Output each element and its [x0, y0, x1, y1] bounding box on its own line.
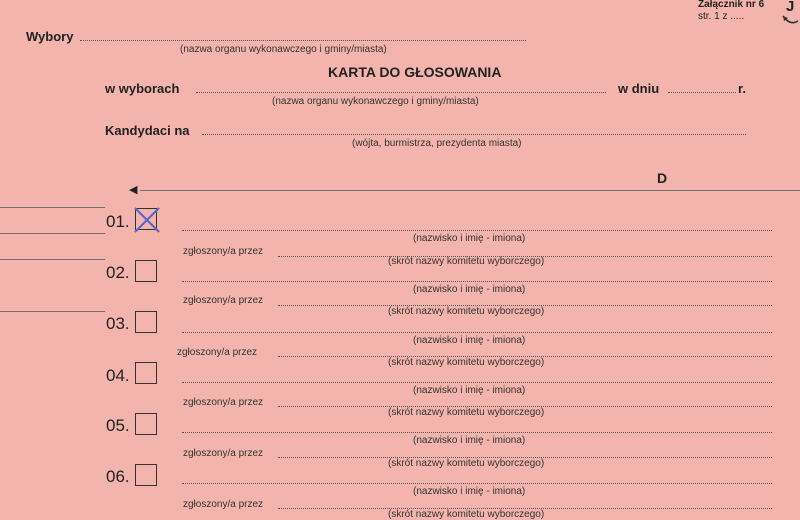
name-caption: (nazwisko i imię - imiona): [413, 284, 526, 295]
committee-caption: (skrót nazwy komitetu wyborczego): [388, 256, 545, 267]
name-caption: (nazwisko i imię - imiona): [413, 435, 526, 446]
candidate-name-field[interactable]: [182, 382, 772, 383]
candidates-caption: (wójta, burmistrza, prezydenta miasta): [352, 138, 522, 149]
candidate-number: 04.: [106, 366, 130, 385]
margin-line: [0, 207, 105, 208]
candidate-checkbox-3[interactable]: [135, 311, 157, 333]
candidate-number: 05.: [106, 416, 130, 435]
submitted-by-label: zgłoszony/a przez: [183, 295, 264, 306]
left-arrow-icon: ◀: [129, 184, 138, 196]
candidate-number: 06.: [106, 467, 130, 486]
candidate-checkbox-4[interactable]: [135, 362, 157, 384]
candidate-name-field[interactable]: [182, 332, 772, 333]
margin-line: [0, 259, 105, 260]
candidate-checkbox-2[interactable]: [135, 260, 157, 282]
candidate-number: 02.: [106, 263, 130, 282]
committee-caption: (skrót nazwy komitetu wyborczego): [388, 357, 545, 368]
submitted-by-label: zgłoszony/a przez: [183, 397, 264, 408]
corner-mark: J: [786, 0, 795, 15]
candidate-number: 03.: [106, 314, 130, 333]
date-suffix: r.: [738, 81, 746, 96]
corner-arrow-icon: [780, 14, 800, 28]
committee-caption: (skrót nazwy komitetu wyborczego): [388, 509, 545, 520]
elections-field[interactable]: [80, 40, 526, 41]
candidate-name-field[interactable]: [182, 281, 772, 282]
candidates-field[interactable]: [202, 134, 746, 135]
committee-caption: (skrót nazwy komitetu wyborczego): [388, 306, 545, 317]
page-counter: str. 1 z .....: [698, 11, 745, 22]
candidate-name-field[interactable]: [182, 483, 772, 484]
attachment-label: Załącznik nr 6: [698, 0, 765, 10]
submitted-by-label: zgłoszony/a przez: [177, 347, 258, 358]
candidate-checkbox-5[interactable]: [135, 413, 157, 435]
name-caption: (nazwisko i imię - imiona): [413, 233, 526, 244]
candidates-label: Kandydaci na: [105, 123, 190, 138]
candidate-checkbox-6[interactable]: [135, 464, 157, 486]
candidate-name-field[interactable]: [182, 230, 772, 231]
committee-caption: (skrót nazwy komitetu wyborczego): [388, 458, 545, 469]
candidate-name-field[interactable]: [182, 432, 772, 433]
in-elections-field[interactable]: [196, 92, 606, 93]
date-label: w dniu: [618, 81, 660, 96]
in-elections-label: w wyborach: [105, 81, 180, 96]
candidate-number: 01.: [106, 212, 130, 231]
submitted-by-label: zgłoszony/a przez: [183, 448, 264, 459]
elections-caption: (nazwa organu wykonawczego i gminy/miasta): [180, 44, 387, 55]
ballot-title: KARTA DO GŁOSOWANIA: [328, 64, 502, 80]
elections-label: Wybory: [26, 29, 74, 44]
header-rule: [140, 190, 800, 191]
submitted-by-label: zgłoszony/a przez: [183, 246, 264, 257]
margin-line: [0, 311, 105, 312]
candidate-checkbox-1[interactable]: [135, 208, 157, 230]
committee-caption: (skrót nazwy komitetu wyborczego): [388, 407, 545, 418]
name-caption: (nazwisko i imię - imiona): [413, 486, 526, 497]
margin-line: [0, 233, 105, 234]
column-letter: D: [657, 170, 668, 186]
in-elections-caption: (nazwa organu wykonawczego i gminy/miasta): [272, 96, 479, 107]
name-caption: (nazwisko i imię - imiona): [413, 385, 526, 396]
name-caption: (nazwisko i imię - imiona): [413, 335, 526, 346]
date-field[interactable]: [668, 92, 736, 93]
x-mark-icon: [132, 205, 162, 235]
submitted-by-label: zgłoszony/a przez: [183, 499, 264, 510]
